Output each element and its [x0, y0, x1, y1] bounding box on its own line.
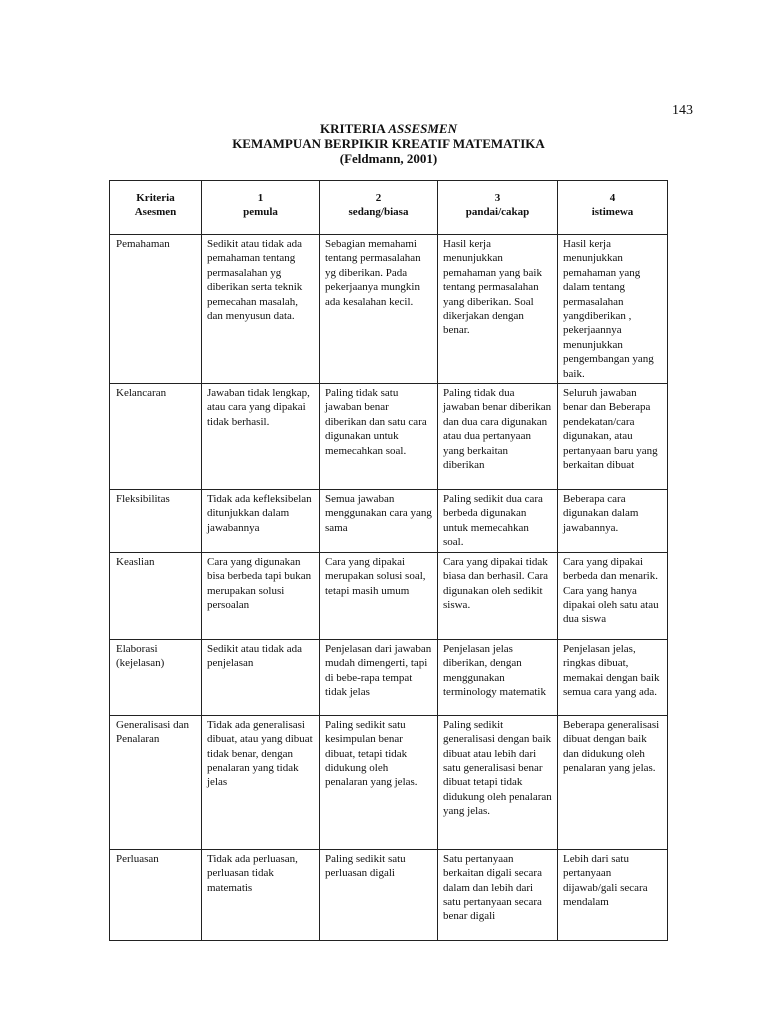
table-cell: Cara yang dipakai berbeda dan menarik. Cara yang hanya dipakai oleh satu atau dua siswa — [558, 552, 668, 639]
table-cell: Paling sedikit satu perluasan digali — [320, 849, 438, 940]
table-cell: Seluruh jawaban benar dan Beberapa pendekatan/cara digunakan, atau pertanyaan baru yang berkaitan dibuat — [558, 384, 668, 490]
criterion-cell: Pemahaman — [110, 235, 202, 384]
table-cell: Beberapa generalisasi dibuat dengan baik dan didukung oleh penalaran yang jelas. — [558, 715, 668, 849]
table-row — [110, 235, 668, 384]
table-row — [110, 490, 668, 553]
header-level-4 — [558, 181, 668, 235]
header-label: istimewa — [591, 206, 634, 219]
table-cell: Lebih dari satu pertanyaan dijawab/gali secara mendalam — [558, 849, 668, 940]
header-label: pandai/cakap — [465, 206, 530, 219]
table-cell: Tidak ada perluasan, perluasan tidak matematis — [202, 849, 320, 940]
table-cell: Cara yang digunakan bisa berbeda tapi bukan merupakan solusi persoalan — [202, 552, 320, 639]
table-cell: Penjelasan jelas, ringkas dibuat, memakai dengan baik semua cara yang ada. — [558, 639, 668, 715]
header-level-2 — [320, 181, 438, 235]
criterion-cell: Fleksibilitas — [110, 490, 202, 553]
rubric-table — [109, 180, 668, 941]
table-cell: Semua jawaban menggunakan cara yang sama — [320, 490, 438, 553]
table-cell: Sebagian memahami tentang permasalahan yg diberikan. Pada pekerjaanya mungkin ada kesalahan kecil. — [320, 235, 438, 384]
table-cell: Beberapa cara digunakan dalam jawabannya. — [558, 490, 668, 553]
table-cell: Satu pertanyaan berkaitan digali secara dalam dan lebih dari satu pertanyaan secara benar digali — [438, 849, 558, 940]
title-prefix: KRITERIA — [320, 121, 389, 136]
header-num: 4 — [609, 192, 616, 204]
title-line-3: (Feldmann, 2001) — [339, 151, 438, 166]
table-cell: Tidak ada kefleksibelan ditunjukkan dalam jawabannya — [202, 490, 320, 553]
header-label: pemula — [243, 206, 278, 219]
page-number: 143 — [672, 103, 693, 118]
criterion-cell: Kelancaran — [110, 384, 202, 490]
table-cell: Hasil kerja menunjukkan pemahaman yang dalam tentang permasalahan yangdiberikan , pekerjaannya menunjukkan pengembangan yang baik. — [558, 235, 668, 384]
header-level-1 — [202, 181, 320, 235]
table-cell: Cara yang dipakai tidak biasa dan berhasil. Cara digunakan oleh sedikit siswa. — [438, 552, 558, 639]
table-cell: Penjelasan dari jawaban mudah dimengerti, tapi di bebe-rapa tempat tidak jelas — [320, 639, 438, 715]
header-label: sedang/biasa — [348, 206, 409, 219]
title-line-2: KEMAMPUAN BERPIKIR KREATIF MATEMATIKA — [232, 136, 545, 151]
table-cell: Cara yang dipakai merupakan solusi soal, tetapi masih umum — [320, 552, 438, 639]
criterion-cell: Keaslian — [110, 552, 202, 639]
criterion-cell: Elaborasi (kejelasan) — [110, 639, 202, 715]
header-text-2: Asesmen — [134, 206, 177, 219]
table-cell: Jawaban tidak lengkap, atau cara yang dipakai tidak berhasil. — [202, 384, 320, 490]
table-cell: Tidak ada generalisasi dibuat, atau yang dibuat tidak benar, dengan penalaran yang tidak jelas — [202, 715, 320, 849]
table-cell: Sedikit atau tidak ada pemahaman tentang permasalahan yg diberikan serta teknik pemecahan masalah, dan menyusun data. — [202, 235, 320, 384]
table-cell: Sedikit atau tidak ada penjelasan — [202, 639, 320, 715]
document-title — [110, 121, 667, 166]
table-row — [110, 384, 668, 490]
table-cell: Paling tidak satu jawaban benar diberikan dan satu cara digunakan untuk memecahkan soal. — [320, 384, 438, 490]
table-cell: Penjelasan jelas diberikan, dengan menggunakan terminology matematik — [438, 639, 558, 715]
header-row — [110, 181, 668, 235]
header-criteria — [110, 181, 202, 235]
table-cell: Paling tidak dua jawaban benar diberikan dan dua cara digunakan atau dua pertanyaan yang berkaitan diberikan — [438, 384, 558, 490]
table-row — [110, 715, 668, 849]
header-num: 2 — [375, 192, 382, 204]
header-level-3 — [438, 181, 558, 235]
table-row — [110, 552, 668, 639]
table-cell: Paling sedikit generalisasi dengan baik dibuat atau lebih dari satu generalisasi benar dibuat tetapi tidak didukung oleh penalaran yang jelas. — [438, 715, 558, 849]
table-cell: Paling sedikit dua cara berbeda digunakan untuk memecahkan soal. — [438, 490, 558, 553]
header-num: 3 — [494, 192, 501, 204]
table-row — [110, 639, 668, 715]
criterion-cell: Generalisasi dan Penalaran — [110, 715, 202, 849]
title-italic-word: ASSESMEN — [388, 121, 457, 136]
table-cell: Paling sedikit satu kesimpulan benar dibuat, tetapi tidak didukung oleh penalaran yang jelas. — [320, 715, 438, 849]
title-line-1 — [110, 121, 667, 136]
table-cell: Hasil kerja menunjukkan pemahaman yang baik tentang permasalahan yang diberikan. Soal dikerjakan dengan benar. — [438, 235, 558, 384]
header-num: 1 — [257, 192, 264, 204]
table-row — [110, 849, 668, 940]
header-text-1: Kriteria — [136, 192, 175, 204]
criterion-cell: Perluasan — [110, 849, 202, 940]
